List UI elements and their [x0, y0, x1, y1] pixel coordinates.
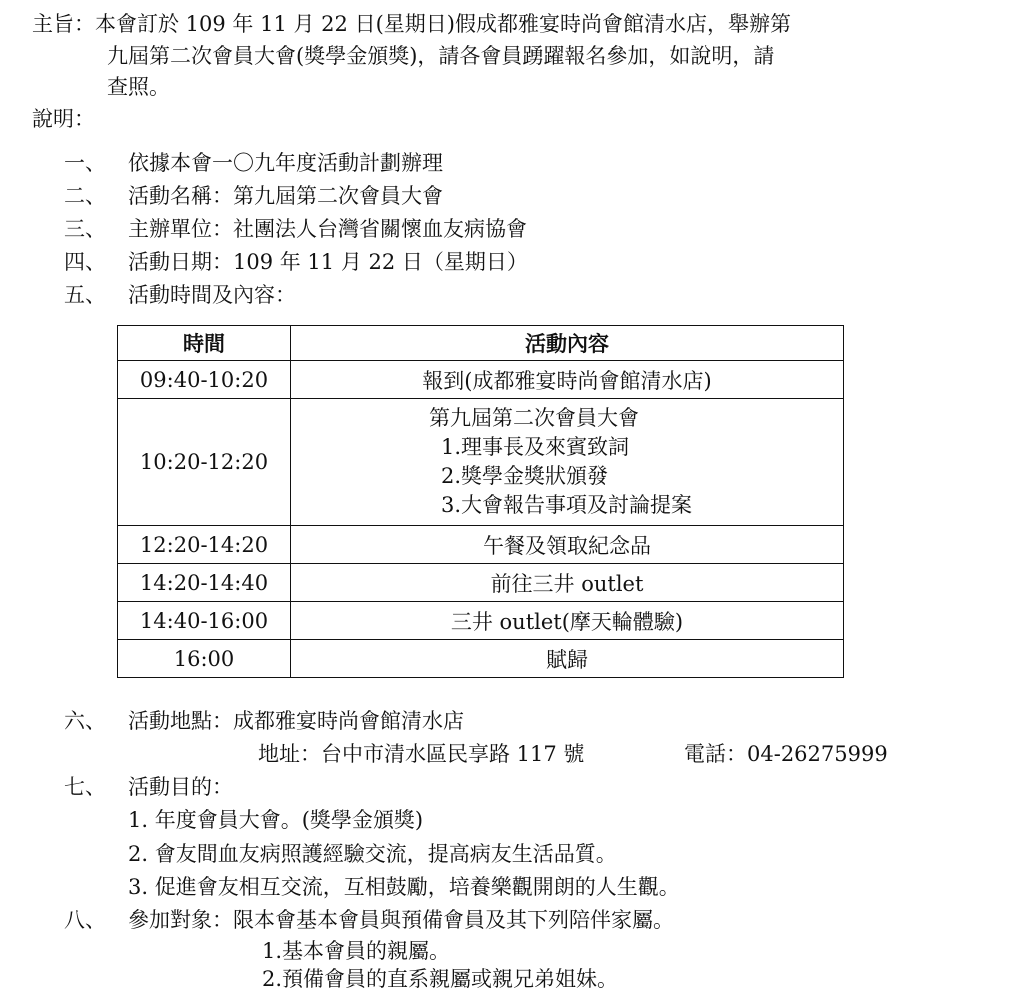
item-5 — [64, 281, 296, 309]
header-time: 時間 — [118, 326, 291, 361]
subject-label: 主旨： — [32, 12, 95, 36]
row-time: 09:40-10:20 — [118, 361, 291, 399]
table-row — [118, 526, 844, 564]
row-time: 14:20-14:40 — [118, 564, 291, 602]
row-content: 前往三井 outlet — [291, 564, 844, 602]
item-6 — [64, 707, 464, 735]
subject-line-3: 查照。 — [107, 75, 170, 99]
item-1 — [64, 149, 443, 177]
item-4 — [64, 248, 528, 276]
schedule-table — [117, 325, 844, 678]
purpose-item-2: 2. 會友間血友病照護經驗交流，提高病友生活品質。 — [128, 842, 617, 866]
content-line: 3.大會報告事項及討論提案 — [441, 493, 693, 517]
row-time: 16:00 — [118, 640, 291, 678]
item-text: 活動目的： — [128, 775, 233, 799]
subject-line-2: 九屆第二次會員大會(獎學金頒獎)，請各會員踴躍報名參加，如說明，請 — [107, 44, 775, 68]
row-time: 12:20-14:20 — [118, 526, 291, 564]
item-3 — [64, 215, 527, 243]
schedule-header-row — [118, 326, 844, 361]
table-row — [118, 640, 844, 678]
table-row — [118, 361, 844, 399]
content-line: 2.獎學金獎狀頒發 — [441, 464, 609, 488]
item-text: 參加對象：限本會基本會員與預備會員及其下列陪伴家屬。 — [128, 908, 674, 932]
table-row — [118, 564, 844, 602]
item-number: 六、 — [64, 709, 106, 733]
purpose-item-3: 3. 促進會友相互交流，互相鼓勵，培養樂觀開朗的人生觀。 — [128, 875, 680, 899]
item-text: 依據本會一〇九年度活動計劃辦理 — [128, 151, 443, 175]
participant-item-2: 2.預備會員的直系親屬或親兄弟姐妹。 — [262, 967, 619, 991]
explain-label: 說明： — [32, 107, 95, 131]
table-row — [118, 602, 844, 640]
item-number: 八、 — [64, 908, 106, 932]
content-line: 1.理事長及來賓致詞 — [441, 435, 630, 459]
item-number: 四、 — [64, 250, 106, 274]
purpose-item-1: 1. 年度會員大會。(獎學金頒獎) — [128, 808, 424, 832]
item-text: 活動地點：成都雅宴時尚會館清水店 — [128, 709, 464, 733]
item-text: 活動日期：109 年 11 月 22 日（星期日） — [128, 250, 528, 274]
content-line: 第九屆第二次會員大會 — [429, 406, 639, 430]
participant-item-1: 1.基本會員的親屬。 — [262, 939, 451, 963]
item-text: 主辦單位：社團法人台灣省關懷血友病協會 — [128, 217, 527, 241]
row-content — [291, 399, 844, 526]
item-number: 二、 — [64, 184, 106, 208]
venue-phone: 電話：04-26275999 — [684, 742, 888, 766]
venue-address: 地址：台中市清水區民享路 117 號 — [258, 742, 585, 766]
row-content: 午餐及領取紀念品 — [291, 526, 844, 564]
subject-text-1: 本會訂於 109 年 11 月 22 日(星期日)假成都雅宴時尚會館清水店，舉辦第 — [95, 12, 791, 36]
item-8 — [64, 906, 674, 934]
row-content: 賦歸 — [291, 640, 844, 678]
row-content: 三井 outlet(摩天輪體驗) — [291, 602, 844, 640]
row-time: 14:40-16:00 — [118, 602, 291, 640]
item-number: 五、 — [64, 283, 106, 307]
table-row — [118, 399, 844, 526]
row-time: 10:20-12:20 — [118, 399, 291, 526]
item-number: 三、 — [64, 217, 106, 241]
item-text: 活動名稱：第九屆第二次會員大會 — [128, 184, 443, 208]
item-7 — [64, 773, 233, 801]
item-number: 七、 — [64, 775, 106, 799]
subject-line-1 — [32, 10, 791, 38]
header-content: 活動內容 — [291, 326, 844, 361]
item-2 — [64, 182, 443, 210]
item-number: 一、 — [64, 151, 106, 175]
row-content: 報到(成都雅宴時尚會館清水店) — [291, 361, 844, 399]
item-text: 活動時間及內容： — [128, 283, 296, 307]
